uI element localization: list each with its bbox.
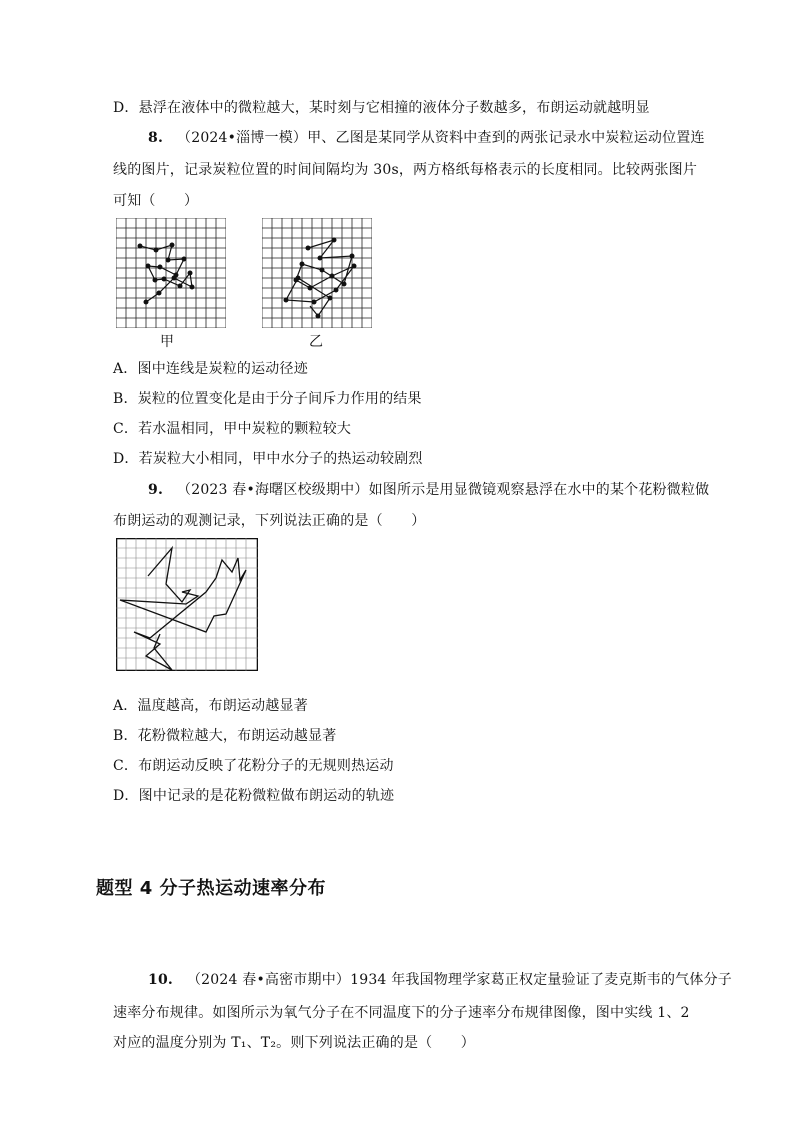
q8-option-d: D．若炭粒大小相同，甲中水分子的热运动较剧烈 — [113, 451, 423, 467]
q8-figure-left — [116, 218, 226, 328]
q8-number: 8. — [148, 130, 164, 146]
q10-stem-2: 速率分布规律。如图所示为氧气分子在不同温度下的分子速率分布规律图像，图中实线 1、2 — [113, 1005, 690, 1021]
q9-figure — [116, 538, 258, 671]
q8-figure-left-caption: 甲 — [160, 334, 174, 350]
q9-stem-1: 如图所示是用显微镜观察悬浮在水中的某个花粉微粒做 — [368, 482, 710, 498]
q8-option-a: A．图中连线是炭粒的运动径迹 — [113, 361, 308, 377]
q8-figure-right-caption: 乙 — [309, 334, 323, 350]
q9-option-c: C．布朗运动反映了花粉分子的无规则热运动 — [113, 758, 394, 774]
q9-line1 — [148, 480, 709, 500]
q8-source-tag: （2024•淄博一模） — [177, 130, 308, 146]
q10-number: 10. — [148, 972, 173, 988]
q10-stem-1: 1934 年我国物理学家葛正权定量验证了麦克斯韦的气体分子 — [350, 972, 732, 988]
q9-option-a: A．温度越高，布朗运动越显著 — [113, 698, 308, 714]
q8-option-b: B．炭粒的位置变化是由于分子间斥力作用的结果 — [113, 391, 422, 407]
q10-line1 — [148, 970, 732, 990]
q9-option-b: B．花粉微粒越大，布朗运动越显著 — [113, 728, 337, 744]
section-title: 题型 4 分子热运动速率分布 — [96, 878, 327, 899]
q9-stem-2: 布朗运动的观测记录，下列说法正确的是（ ） — [113, 513, 426, 529]
q8-line1 — [148, 128, 705, 148]
q8-figure-right — [262, 218, 372, 328]
q8-option-c: C．若水温相同，甲中炭粒的颗粒较大 — [113, 421, 352, 437]
q10-source-tag: （2024 春•高密市期中） — [186, 972, 351, 988]
q9-option-d: D．图中记录的是花粉微粒做布朗运动的轨迹 — [113, 788, 395, 804]
q8-stem-3: 可知（ ） — [113, 193, 199, 209]
q10-stem-3: 对应的温度分别为 T₁、T₂。则下列说法正确的是（ ） — [113, 1035, 475, 1051]
q9-number: 9. — [148, 482, 164, 498]
q9-source-tag: （2023 春•海曙区校级期中） — [177, 482, 369, 498]
q8-stem-2: 线的图片，记录炭粒位置的时间间隔均为 30s，两方格纸每格表示的长度相同。比较两张图片 — [113, 162, 698, 178]
q8-stem-1: 甲、乙图是某同学从资料中查到的两张记录水中炭粒运动位置连 — [307, 130, 705, 146]
prev-option-d: D．悬浮在液体中的微粒越大，某时刻与它相撞的液体分子数越多，布朗运动就越明显 — [113, 100, 650, 116]
